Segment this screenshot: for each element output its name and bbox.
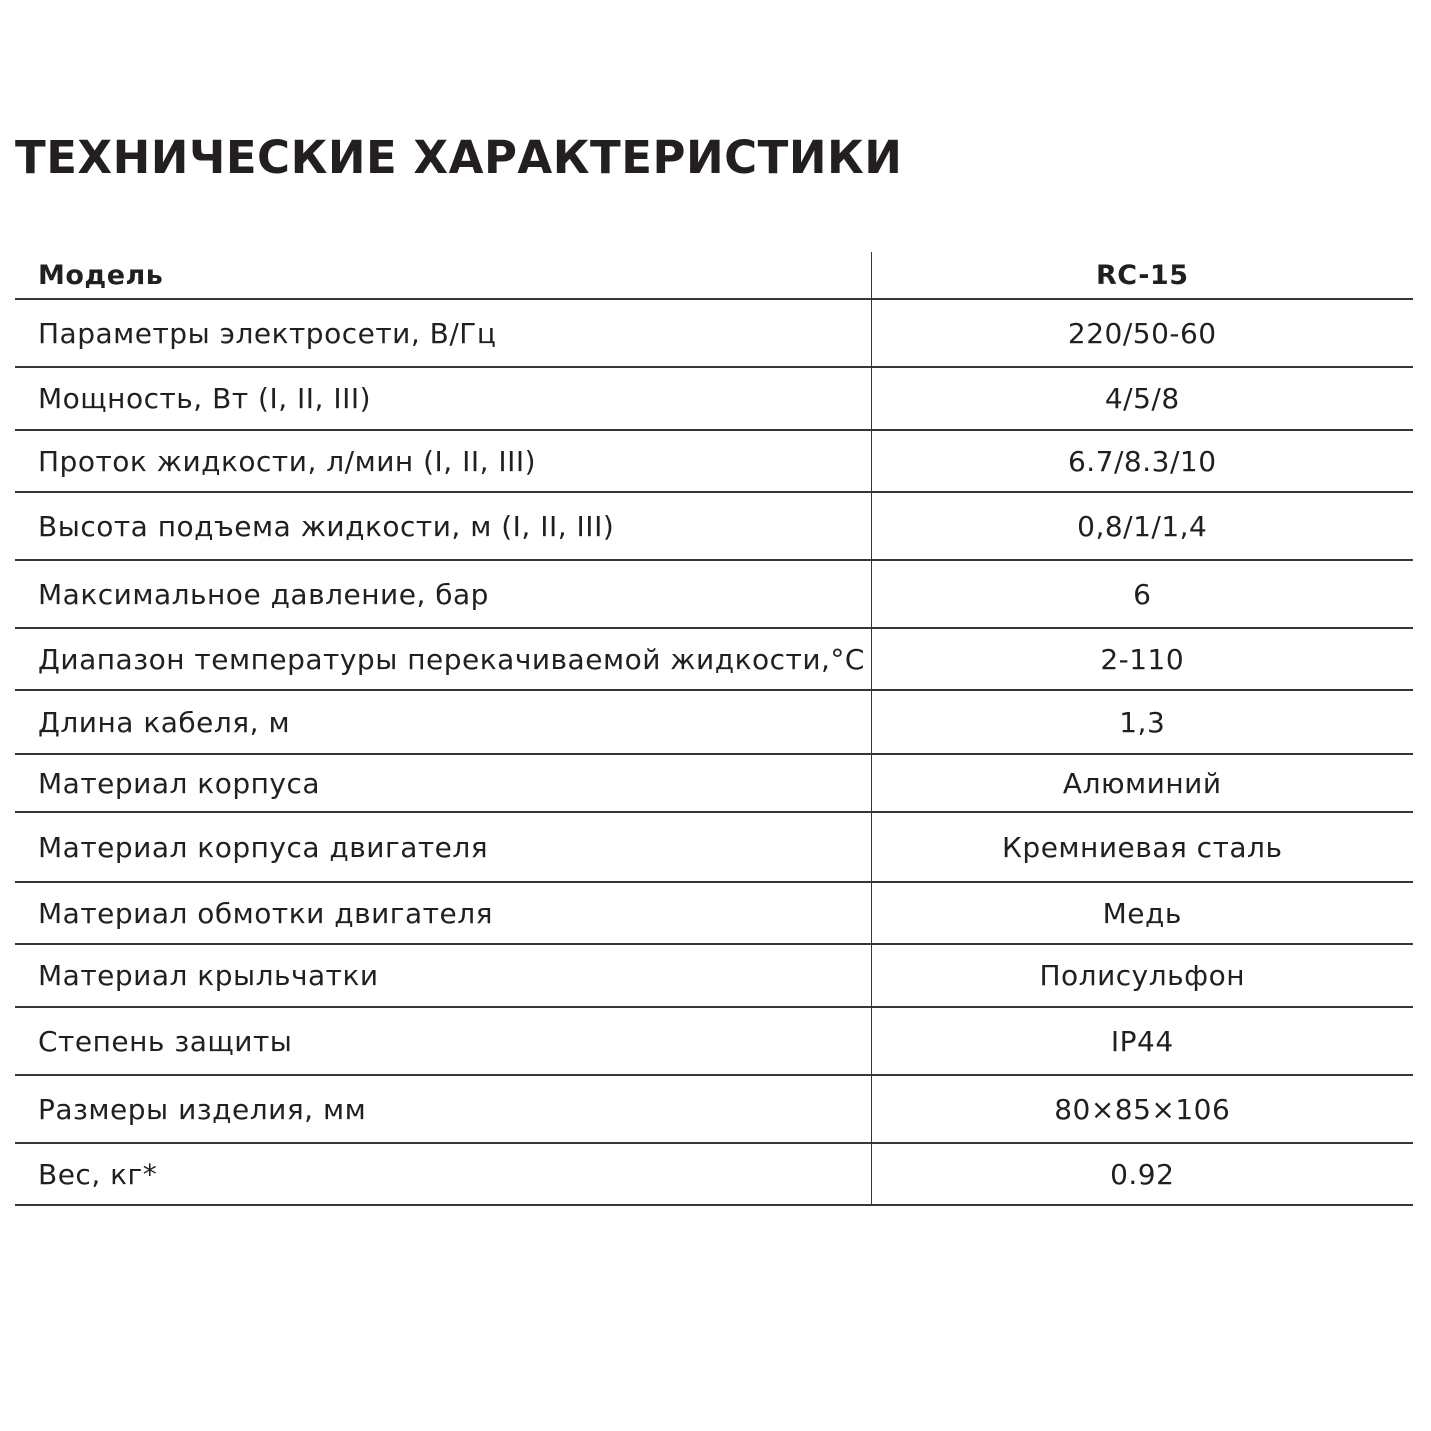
- row-label: Мощность, Вт (I, II, III): [15, 367, 871, 430]
- header-label: Модель: [15, 252, 871, 299]
- row-value: 80×85×106: [871, 1075, 1413, 1143]
- row-label: Материал корпуса: [15, 754, 871, 812]
- row-value: IP44: [871, 1007, 1413, 1075]
- table-row: [15, 1143, 1413, 1205]
- table-row: [15, 430, 1413, 492]
- row-label: Материал обмотки двигателя: [15, 882, 871, 944]
- row-label: Высота подъема жидкости, м (I, II, III): [15, 492, 871, 560]
- table-row: [15, 1075, 1413, 1143]
- table-row: [15, 492, 1413, 560]
- table-row: [15, 754, 1413, 812]
- row-value: 220/50-60: [871, 299, 1413, 367]
- table-row: [15, 690, 1413, 754]
- row-label: Максимальное давление, бар: [15, 560, 871, 628]
- row-value: Медь: [871, 882, 1413, 944]
- row-value: 1,3: [871, 690, 1413, 754]
- row-label: Размеры изделия, мм: [15, 1075, 871, 1143]
- page-title: ТЕХНИЧЕСКИЕ ХАРАКТЕРИСТИКИ: [15, 131, 903, 184]
- row-value: 2-110: [871, 628, 1413, 690]
- row-label: Длина кабеля, м: [15, 690, 871, 754]
- table-row: [15, 882, 1413, 944]
- row-value: 6: [871, 560, 1413, 628]
- table-row: [15, 367, 1413, 430]
- row-label: Степень защиты: [15, 1007, 871, 1075]
- row-value: Кремниевая сталь: [871, 812, 1413, 882]
- row-label: Вес, кг*: [15, 1143, 871, 1205]
- row-label: Проток жидкости, л/мин (I, II, III): [15, 430, 871, 492]
- row-label: Материал корпуса двигателя: [15, 812, 871, 882]
- row-value: Полисульфон: [871, 944, 1413, 1007]
- table-row: [15, 944, 1413, 1007]
- table-header-row: [15, 252, 1413, 299]
- table-row: [15, 299, 1413, 367]
- row-value: Алюминий: [871, 754, 1413, 812]
- row-value: 0.92: [871, 1143, 1413, 1205]
- row-value: 4/5/8: [871, 367, 1413, 430]
- table-row: [15, 1007, 1413, 1075]
- row-label: Диапазон температуры перекачиваемой жидкости,°С: [15, 628, 871, 690]
- table-row: [15, 628, 1413, 690]
- row-label: Материал крыльчатки: [15, 944, 871, 1007]
- row-value: 0,8/1/1,4: [871, 492, 1413, 560]
- table-row: [15, 812, 1413, 882]
- table-row: [15, 560, 1413, 628]
- header-model: RC-15: [871, 252, 1413, 299]
- row-label: Параметры электросети, В/Гц: [15, 299, 871, 367]
- spec-table: [15, 252, 1413, 1206]
- row-value: 6.7/8.3/10: [871, 430, 1413, 492]
